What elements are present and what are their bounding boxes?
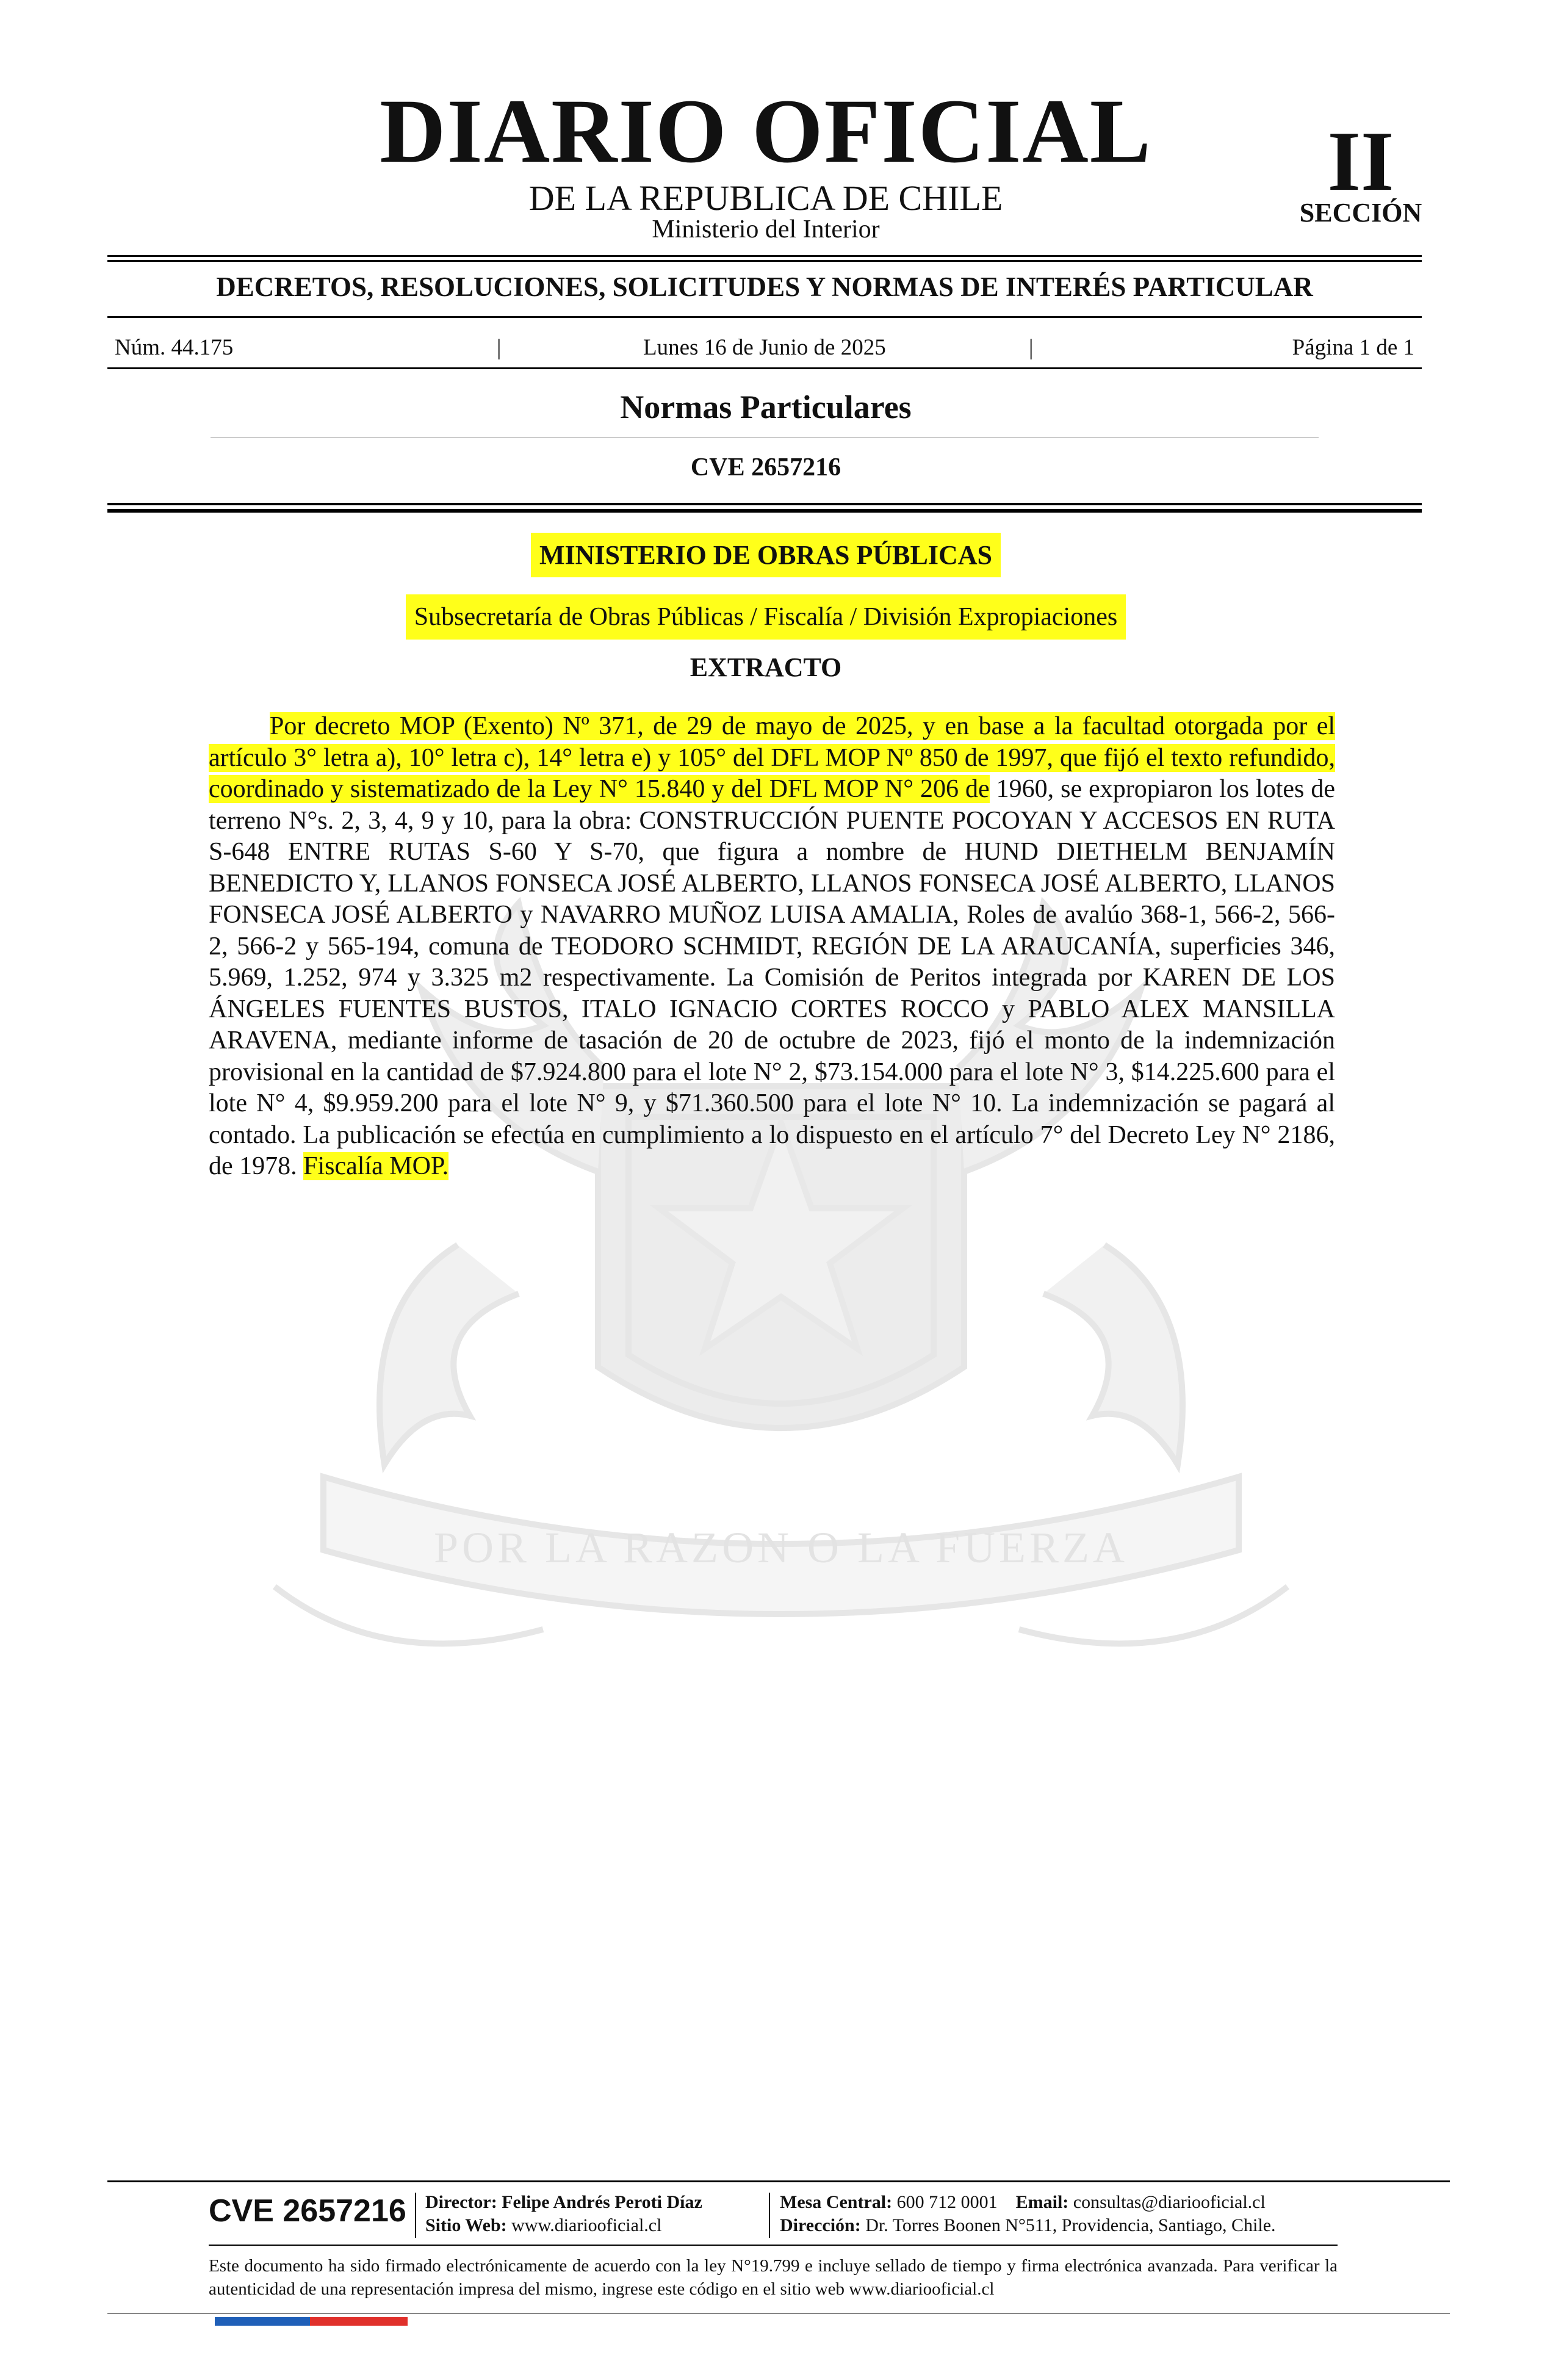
meta-separator: | [497,335,502,360]
issue-meta-bar [107,333,1422,363]
page-indicator: Página 1 de 1 [1292,335,1414,360]
section-label: SECCIÓN [1299,198,1422,228]
footer-bottom-rule [107,2313,1450,2314]
masthead-title: DIARIO OFICIAL [380,81,1152,182]
cve-code: CVE 2657216 [690,453,841,481]
content-rule-thick-inner [107,509,1422,513]
footer-separator [769,2193,770,2238]
footer-cve-code: CVE 2657216 [209,2193,406,2229]
masthead-ministry: Ministerio del Interior [652,215,880,243]
body-signature: Fiscalía MOP. [303,1152,449,1180]
footer-email-link[interactable]: consultas@diariooficial.cl [1073,2192,1266,2212]
suborganization-heading [0,604,1532,630]
footer-signature-note: Este documento ha sido firmado electrónicamente de acuerdo con la ley N°19.799 e incluye sellado de tiempo y firma electrónica avanzada. Para verificar la autenticidad de una representación impresa del mismo, ingrese este código en el sitio web www.diariooficial.cl [209,2256,1338,2299]
footer-desk: Mesa Central: 600 712 0001 Email: consultas@diariooficial.cl [780,2192,1266,2212]
content-rule-thick [107,503,1422,505]
body-highlighted-intro: Por decreto MOP (Exento) Nº 371, de 29 de mayo de 2025, y en base a la facultad otorgada por el artículo 3° letra a), 10° letra c), 14° letra e) y 105° del DFL MOP Nº 850 de 1997, que fijó el texto refundido, coordinado y sistematizado de la Ley N° 15.840 y del DFL MOP N° 206 de [209,712,1335,803]
organization-name: MINISTERIO DE OBRAS PÚBLICAS [531,533,1001,577]
footer-note-rule [209,2245,1338,2246]
footer-address: Dirección: Dr. Torres Boonen N°511, Providencia, Santiago, Chile. [780,2215,1276,2235]
footer-separator [415,2193,416,2238]
footer-rule [107,2180,1450,2182]
section-title: Normas Particulares [620,389,912,425]
body-main-text: 1960, se expropiaron los lotes de terreno N°s. 2, 3, 4, 9 y 10, para la obra: CONSTRUCCIÓN PUENTE POCOYAN Y ACCESOS EN RUTA S-648 ENTRE RUTAS S-60 Y S-70, que figura a nombre de HUND DIETHELM BENJAMÍN BENEDICTO Y, LLANOS FONSECA JOSÉ ALBERTO, LLANOS FONSECA JOSÉ ALBERTO, LLANOS FONSECA JOSÉ ALBERTO y NAVARRO MUÑOZ LUISA AMALIA, Roles de avalúo 368-1, 566-2, 566-2, 566-2 y 565-194, comuna de TEODORO SCHMIDT, REGIÓN DE LA ARAUCANÍA, superficies 346, 5.969, 1.252, 974 y 3.325 m2 respectivamente. La Comisión de Peritos integrada por KAREN DE LOS ÁNGELES FUENTES BUSTOS, ITALO IGNACIO CORTES ROCCO y PABLO ALEX MANSILLA ARAVENA, mediante informe de tasación de 20 de octubre de 2023, fijó el monto de la indemnización provisional en la cantidad de $7.924.800 para el lote N° 2, $73.154.000 para el lote N° 3, $14.225.600 para el lote N° 4, $9.959.200 para el lote N° 9, y $71.360.500 para el lote N° 10. La indemnización se pagará al contado. La publicación se efectúa en cumplimiento a lo dispuesto en el artículo 7° del Decreto Ley N° 2186, de 1978. [209,775,1335,1180]
footer-director: Director: Felipe Andrés Peroti Díaz [425,2192,702,2212]
section-number: II [1327,114,1394,209]
issue-date: Lunes 16 de Junio de 2025 [643,335,886,360]
watermark-motto: POR LA RAZON O LA FUERZA [433,1523,1129,1572]
masthead-subtitle: DE LA REPUBLICA DE CHILE [528,178,1003,218]
meta-rule-bottom [107,367,1422,369]
footer-website: Sitio Web: www.diariooficial.cl [425,2215,662,2235]
header-rule-top [107,255,1422,257]
issue-number: Núm. 44.175 [115,335,234,360]
meta-separator: | [1029,335,1034,360]
category-banner: DECRETOS, RESOLUCIONES, SOLICITUDES Y NORMAS DE INTERÉS PARTICULAR [216,272,1313,302]
flag-stripe-blue [215,2317,310,2326]
extract-heading: EXTRACTO [690,652,842,682]
flag-stripe-red [310,2317,408,2326]
section-title-underline [211,437,1319,438]
footer-website-link[interactable]: www.diariooficial.cl [511,2215,662,2235]
organization-heading [0,542,1532,569]
suborganization-name: Subsecretaría de Obras Públicas / Fiscalía / División Expropiaciones [406,594,1126,640]
banner-rule-bottom [107,316,1422,318]
header-rule-top-inner [107,260,1422,262]
extract-body [209,711,1335,1183]
